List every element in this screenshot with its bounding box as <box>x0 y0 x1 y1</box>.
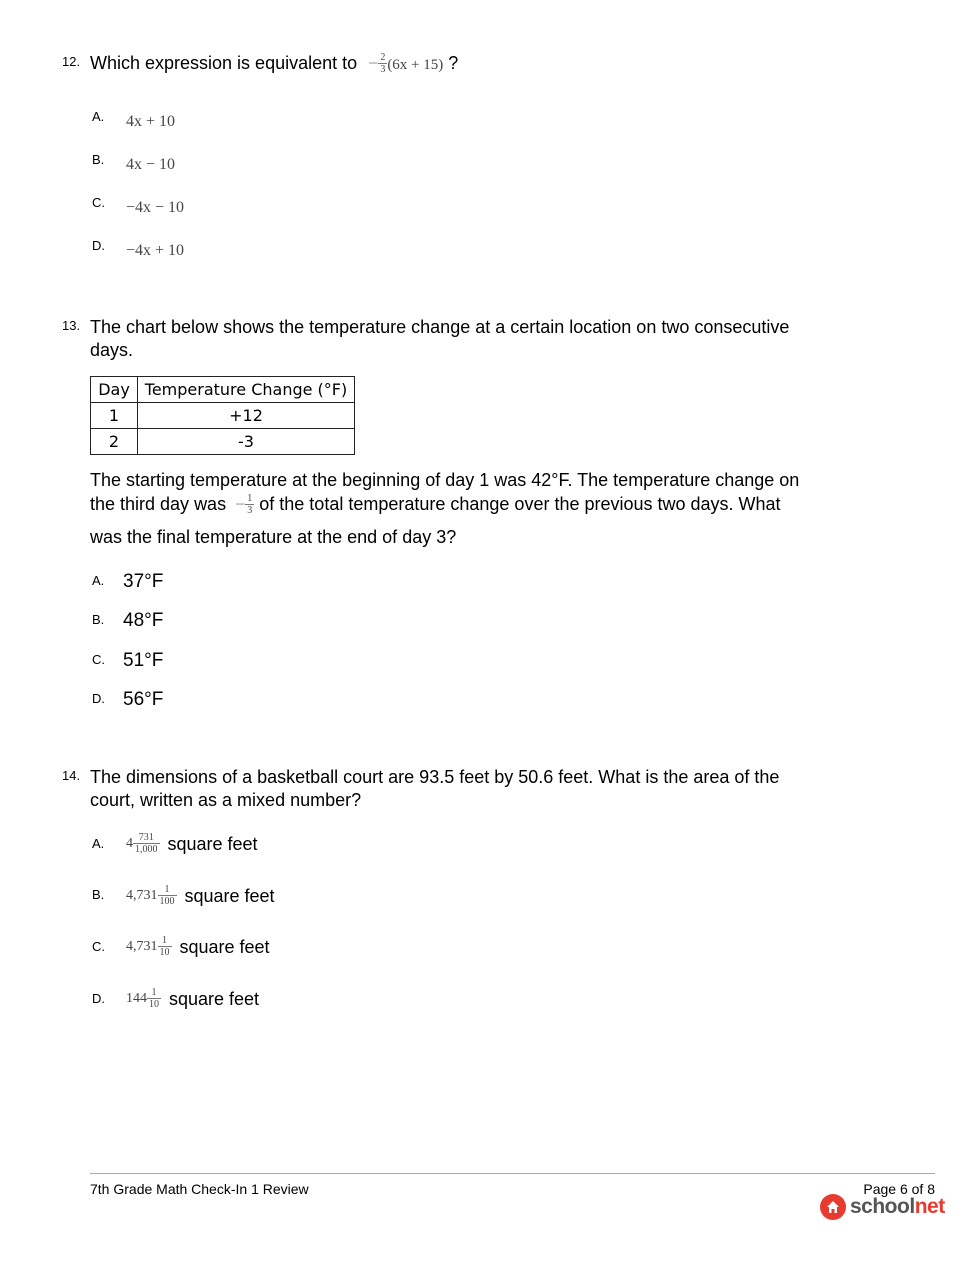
answer-option-a[interactable]: 37°F <box>123 571 164 592</box>
answer-option-d[interactable]: 144 $\frac{1}{10}$ square feet <box>126 987 260 1010</box>
fraction: $\frac{1}{3}$ <box>247 493 253 517</box>
table-cell: 1 <box>91 403 138 429</box>
answer-option-b[interactable]: 4,731 $\frac{1}{100}$ square feet <box>126 884 275 907</box>
option-letter: B. <box>92 612 105 627</box>
footer-divider <box>90 1173 935 1174</box>
fraction: $\frac{1}{100}$ <box>159 884 175 907</box>
option-letter: C. <box>92 195 105 210</box>
temperature-table <box>90 376 355 455</box>
table-header: Temperature Change (°F) <box>138 377 355 403</box>
option-letter: D. <box>92 238 105 253</box>
option-letter: C. <box>92 652 105 667</box>
question-number: 13. <box>62 318 81 333</box>
answer-option-a[interactable]: 4x + 10 <box>126 113 176 130</box>
fraction: $\frac{1}{10}$ <box>159 935 170 958</box>
question-body-line: the third day was − $\frac{1}{3}$ of the total temperature change over the previous two days. What <box>90 493 781 517</box>
question-body-line: was the final temperature at the end of day 3? <box>90 527 457 547</box>
option-letter: D. <box>92 991 105 1006</box>
option-letter: D. <box>92 691 105 706</box>
fraction: $\frac{731}{1,000}$ <box>135 832 158 855</box>
answer-option-c[interactable]: 4,731 $\frac{1}{10}$ square feet <box>126 935 270 958</box>
table-cell: +12 <box>138 403 355 429</box>
table-header: Day <box>91 377 138 403</box>
table-cell: -3 <box>138 429 355 455</box>
answer-option-d[interactable]: −4x + 10 <box>126 242 185 259</box>
footer-title: 7th Grade Math Check-In 1 Review <box>90 1181 309 1197</box>
schoolnet-logo <box>820 1194 945 1220</box>
home-icon <box>820 1194 846 1220</box>
answer-option-c[interactable]: −4x − 10 <box>126 199 185 216</box>
question-number: 12. <box>62 54 81 69</box>
table-cell: 2 <box>91 429 138 455</box>
logo-wordmark: schoolnet <box>850 1195 945 1218</box>
answer-option-b[interactable]: 4x − 10 <box>126 156 176 173</box>
fraction: $\frac{1}{10}$ <box>149 987 159 1010</box>
option-letter: B. <box>92 152 105 167</box>
option-letter: A. <box>92 836 105 851</box>
answer-option-a[interactable]: 4 $\frac{731}{1,000}$ square feet <box>126 832 258 855</box>
question-number: 14. <box>62 768 81 783</box>
question-intro: The chart below shows the temperature change at a certain location on two consecutive days. <box>90 317 790 360</box>
option-letter: A. <box>92 573 105 588</box>
answer-option-d[interactable]: 56°F <box>123 689 164 710</box>
question-prompt: The dimensions of a basketball court are 93.5 feet by 50.6 feet. What is the area of the court, written as a mixed number? <box>90 767 780 810</box>
option-letter: A. <box>92 109 105 124</box>
page-number: Page 6 of 8 <box>863 1181 935 1197</box>
answer-option-c[interactable]: 51°F <box>123 650 164 671</box>
question-body-line: The starting temperature at the beginning of day 1 was 42°F. The temperature change on <box>90 470 800 490</box>
fraction: $\frac{2}{3}$ <box>380 52 386 76</box>
answer-option-b[interactable]: 48°F <box>123 610 164 631</box>
option-letter: C. <box>92 939 105 954</box>
option-letter: B. <box>92 887 105 902</box>
question-prompt: Which expression is equivalent to − $\frac{2}{3}$ (6x + 15) ? <box>90 52 459 76</box>
